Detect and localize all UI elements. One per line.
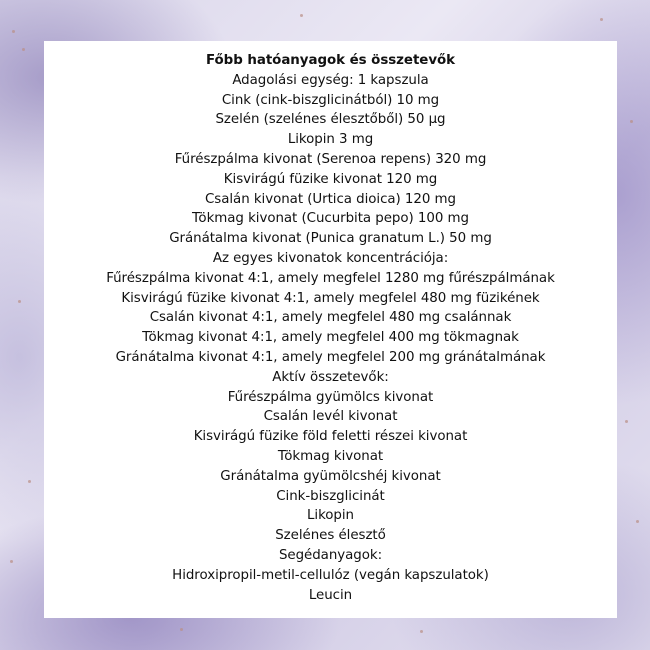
active-ingredient-line: Fűrészpálma gyümölcs kivonat — [227, 389, 434, 405]
excipient-line: Leucin — [308, 587, 353, 603]
glitter-speck — [420, 630, 423, 633]
active-ingredient-line: Cink-biszglicinát — [276, 488, 385, 504]
concentration-line: Tökmag kivonat 4:1, amely megfelel 400 mg tökmagnak — [142, 330, 519, 346]
concentration-line: Kisvirágú füzike kivonat 4:1, amely megfelel 480 mg füzikének — [121, 290, 540, 306]
glitter-speck — [18, 300, 21, 303]
glitter-speck — [10, 560, 13, 563]
ingredient-line: Adagolási egység: 1 kapszula — [232, 72, 429, 88]
ingredient-line: Csalán kivonat (Urtica dioica) 120 mg — [204, 191, 456, 207]
active-ingredient-line: Csalán levél kivonat — [263, 409, 398, 425]
ingredient-line: Fűrészpálma kivonat (Serenoa repens) 320 mg — [174, 151, 487, 167]
card-heading: Főbb hatóanyagok és összetevők — [205, 53, 456, 68]
glitter-speck — [28, 480, 31, 483]
ingredient-line: Szelén (szelénes élesztőből) 50 µg — [215, 112, 446, 128]
section-heading-concentrations: Az egyes kivonatok koncentrációja: — [212, 250, 449, 266]
ingredient-line: Tökmag kivonat (Cucurbita pepo) 100 mg — [192, 211, 469, 227]
glitter-speck — [180, 628, 183, 631]
section-heading-excipients: Segédanyagok: — [278, 547, 383, 563]
concentration-line: Fűrészpálma kivonat 4:1, amely megfelel 1280 mg fűrészpálmának — [106, 270, 555, 286]
glitter-speck — [12, 30, 15, 33]
active-ingredient-line: Szelénes élesztő — [275, 528, 386, 544]
ingredient-line: Kisvirágú füzike kivonat 120 mg — [223, 171, 438, 187]
glitter-speck — [600, 18, 603, 21]
ingredient-line: Gránátalma kivonat (Punica granatum L.) 50 mg — [169, 231, 492, 247]
active-ingredient-line: Gránátalma gyümölcshéj kivonat — [220, 468, 441, 484]
section-heading-active-ingredients: Aktív összetevők: — [272, 369, 389, 385]
concentration-line: Csalán kivonat 4:1, amely megfelel 480 mg csalánnak — [149, 310, 512, 326]
active-ingredient-line: Tökmag kivonat — [277, 448, 384, 464]
excipient-line: Hidroxipropil-metil-cellulóz (vegán kapszulatok) — [172, 567, 489, 583]
ingredients-list — [44, 71, 617, 606]
ingredients-card — [44, 41, 617, 618]
glitter-speck — [300, 14, 303, 17]
glitter-speck — [625, 420, 628, 423]
glitter-speck — [22, 48, 25, 51]
active-ingredient-line: Kisvirágú füzike föld feletti részei kivonat — [193, 429, 468, 445]
active-ingredient-line: Likopin — [306, 508, 354, 524]
ingredient-line: Cink (cink-biszglicinátból) 10 mg — [221, 92, 440, 108]
concentration-line: Gránátalma kivonat 4:1, amely megfelel 200 mg gránátalmának — [115, 349, 546, 365]
glitter-speck — [630, 120, 633, 123]
ingredient-line: Likopin 3 mg — [287, 132, 374, 148]
glitter-speck — [636, 520, 639, 523]
